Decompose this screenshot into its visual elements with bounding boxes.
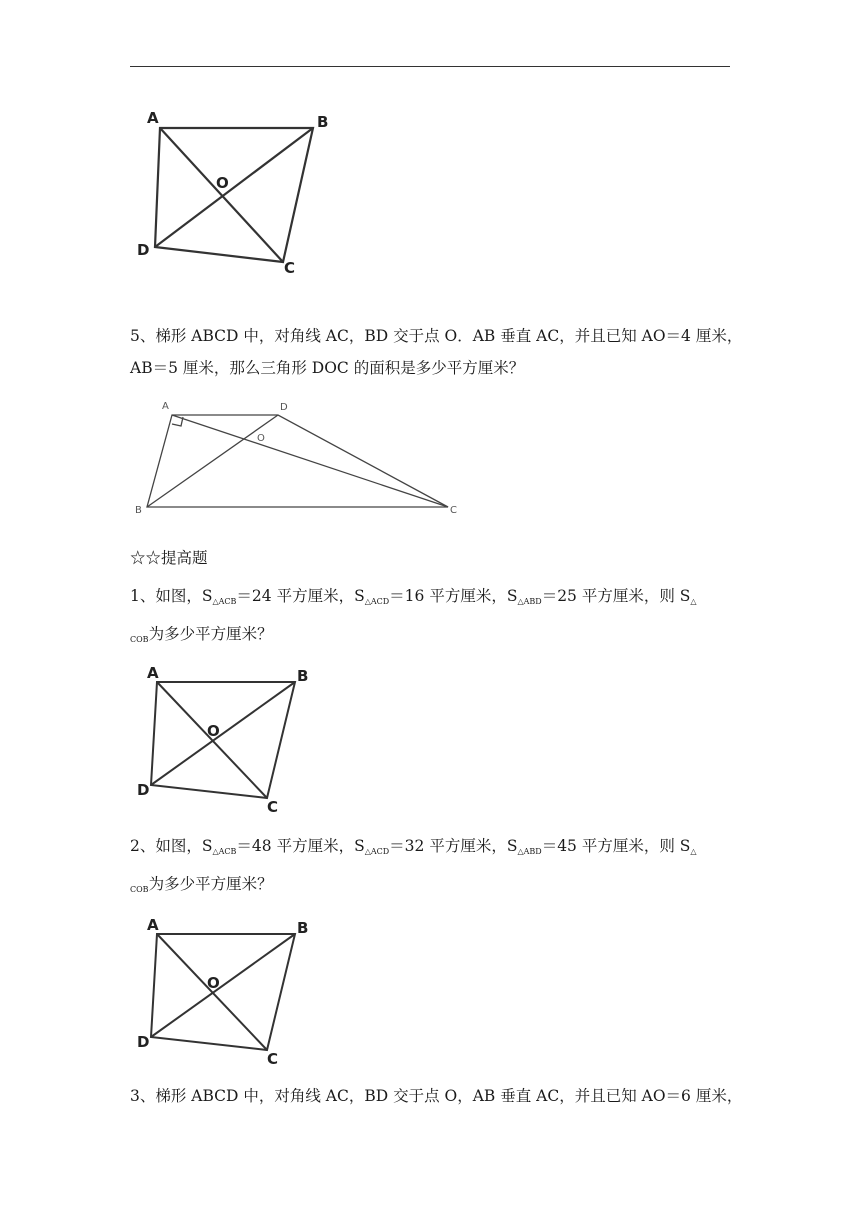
quadrilateral-figure-3 [130, 912, 330, 1072]
quadrilateral-figure-1 [130, 105, 350, 280]
label-a: A [162, 401, 169, 412]
label-b: B [297, 919, 309, 937]
label-b: B [297, 667, 309, 685]
label-c: C [284, 259, 296, 277]
quadrilateral-figure-2 [130, 660, 330, 820]
q1-line2: $_{COB}$为多少平方厘米？ [130, 625, 273, 644]
label-o: O [257, 433, 265, 444]
label-o: O [216, 174, 229, 192]
q2-line1: 2、如图，$S_{\triangle ACB}=48$ 平方厘米，$S_{\triangle ACD}=32$ 平方厘米，$S_{\triangle ABD}=45$ 平方厘米，则 $S_\triangle$ [130, 837, 697, 856]
q1-line1: 1、如图，$S_{\triangle ACB}=24$ 平方厘米，$S_{\triangle ACD}=16$ 平方厘米，$S_{\triangle ABD}=25$ 平方厘米，则 $S_\triangle$ [130, 587, 697, 606]
section-title: ☆☆提高题 [130, 549, 208, 567]
label-c: C [450, 505, 457, 516]
label-c: C [267, 1050, 279, 1068]
label-d: D [137, 781, 150, 799]
label-a: A [147, 109, 159, 127]
label-b: B [317, 113, 329, 131]
label-d: D [280, 402, 288, 413]
label-a: A [147, 664, 159, 682]
label-c: C [267, 798, 279, 816]
label-b: B [135, 505, 142, 516]
label-d: D [137, 1033, 150, 1051]
label-d: D [137, 241, 150, 259]
q3-line1: 3、梯形 ABCD 中，对角线 AC，BD 交于点 O，AB 垂直 AC，并且已知 AO＝6 厘米， [130, 1087, 743, 1105]
header-rule [130, 66, 730, 67]
q2-line2: $_{COB}$为多少平方厘米？ [130, 875, 273, 894]
problem5-line2: AB＝5 厘米，那么三角形 DOC 的面积是多少平方厘米？ [130, 359, 525, 377]
label-o: O [207, 974, 220, 992]
problem5-line1: 5、梯形 ABCD 中，对角线 AC，BD 交于点 O．AB 垂直 AC，并且已知 AO＝4 厘米， [130, 327, 743, 345]
label-o: O [207, 722, 220, 740]
label-a: A [147, 916, 159, 934]
trapezoid-figure [130, 395, 470, 520]
